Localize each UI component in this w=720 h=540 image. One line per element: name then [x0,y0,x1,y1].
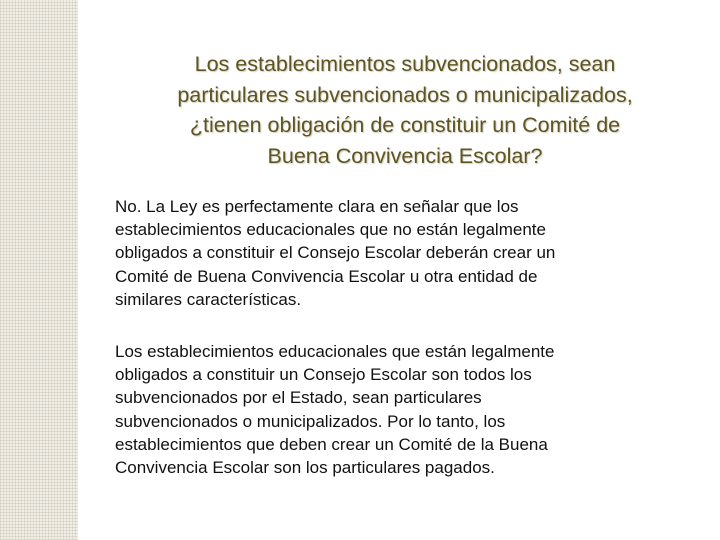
decorative-side-pattern [0,0,78,540]
slide-title: Los establecimientos subvencionados, sean particulares subvencionados o municipalizados, ¿tienen obligación de constituir un Comité de Buena Convivencia Escolar? [177,52,633,168]
answer-paragraph: No. La Ley es perfectamente clara en señalar que los establecimientos educacionales que no están legalmente obligados a constituir el Consejo Escolar deberán crear un Comité de Buena Convivencia Escolar u otra entidad de similares características. [115,197,556,309]
explanation-paragraph: Los establecimientos educacionales que están legalmente obligados a constituir un Consejo Escolar son todos los subvencionados por el Estado, sean particulares subvencionados o municipalizados. Por lo tanto, los establecimientos que deben crear un Comité de la Buena Convivencia Escolar son los particulares pagados. [115,342,555,478]
